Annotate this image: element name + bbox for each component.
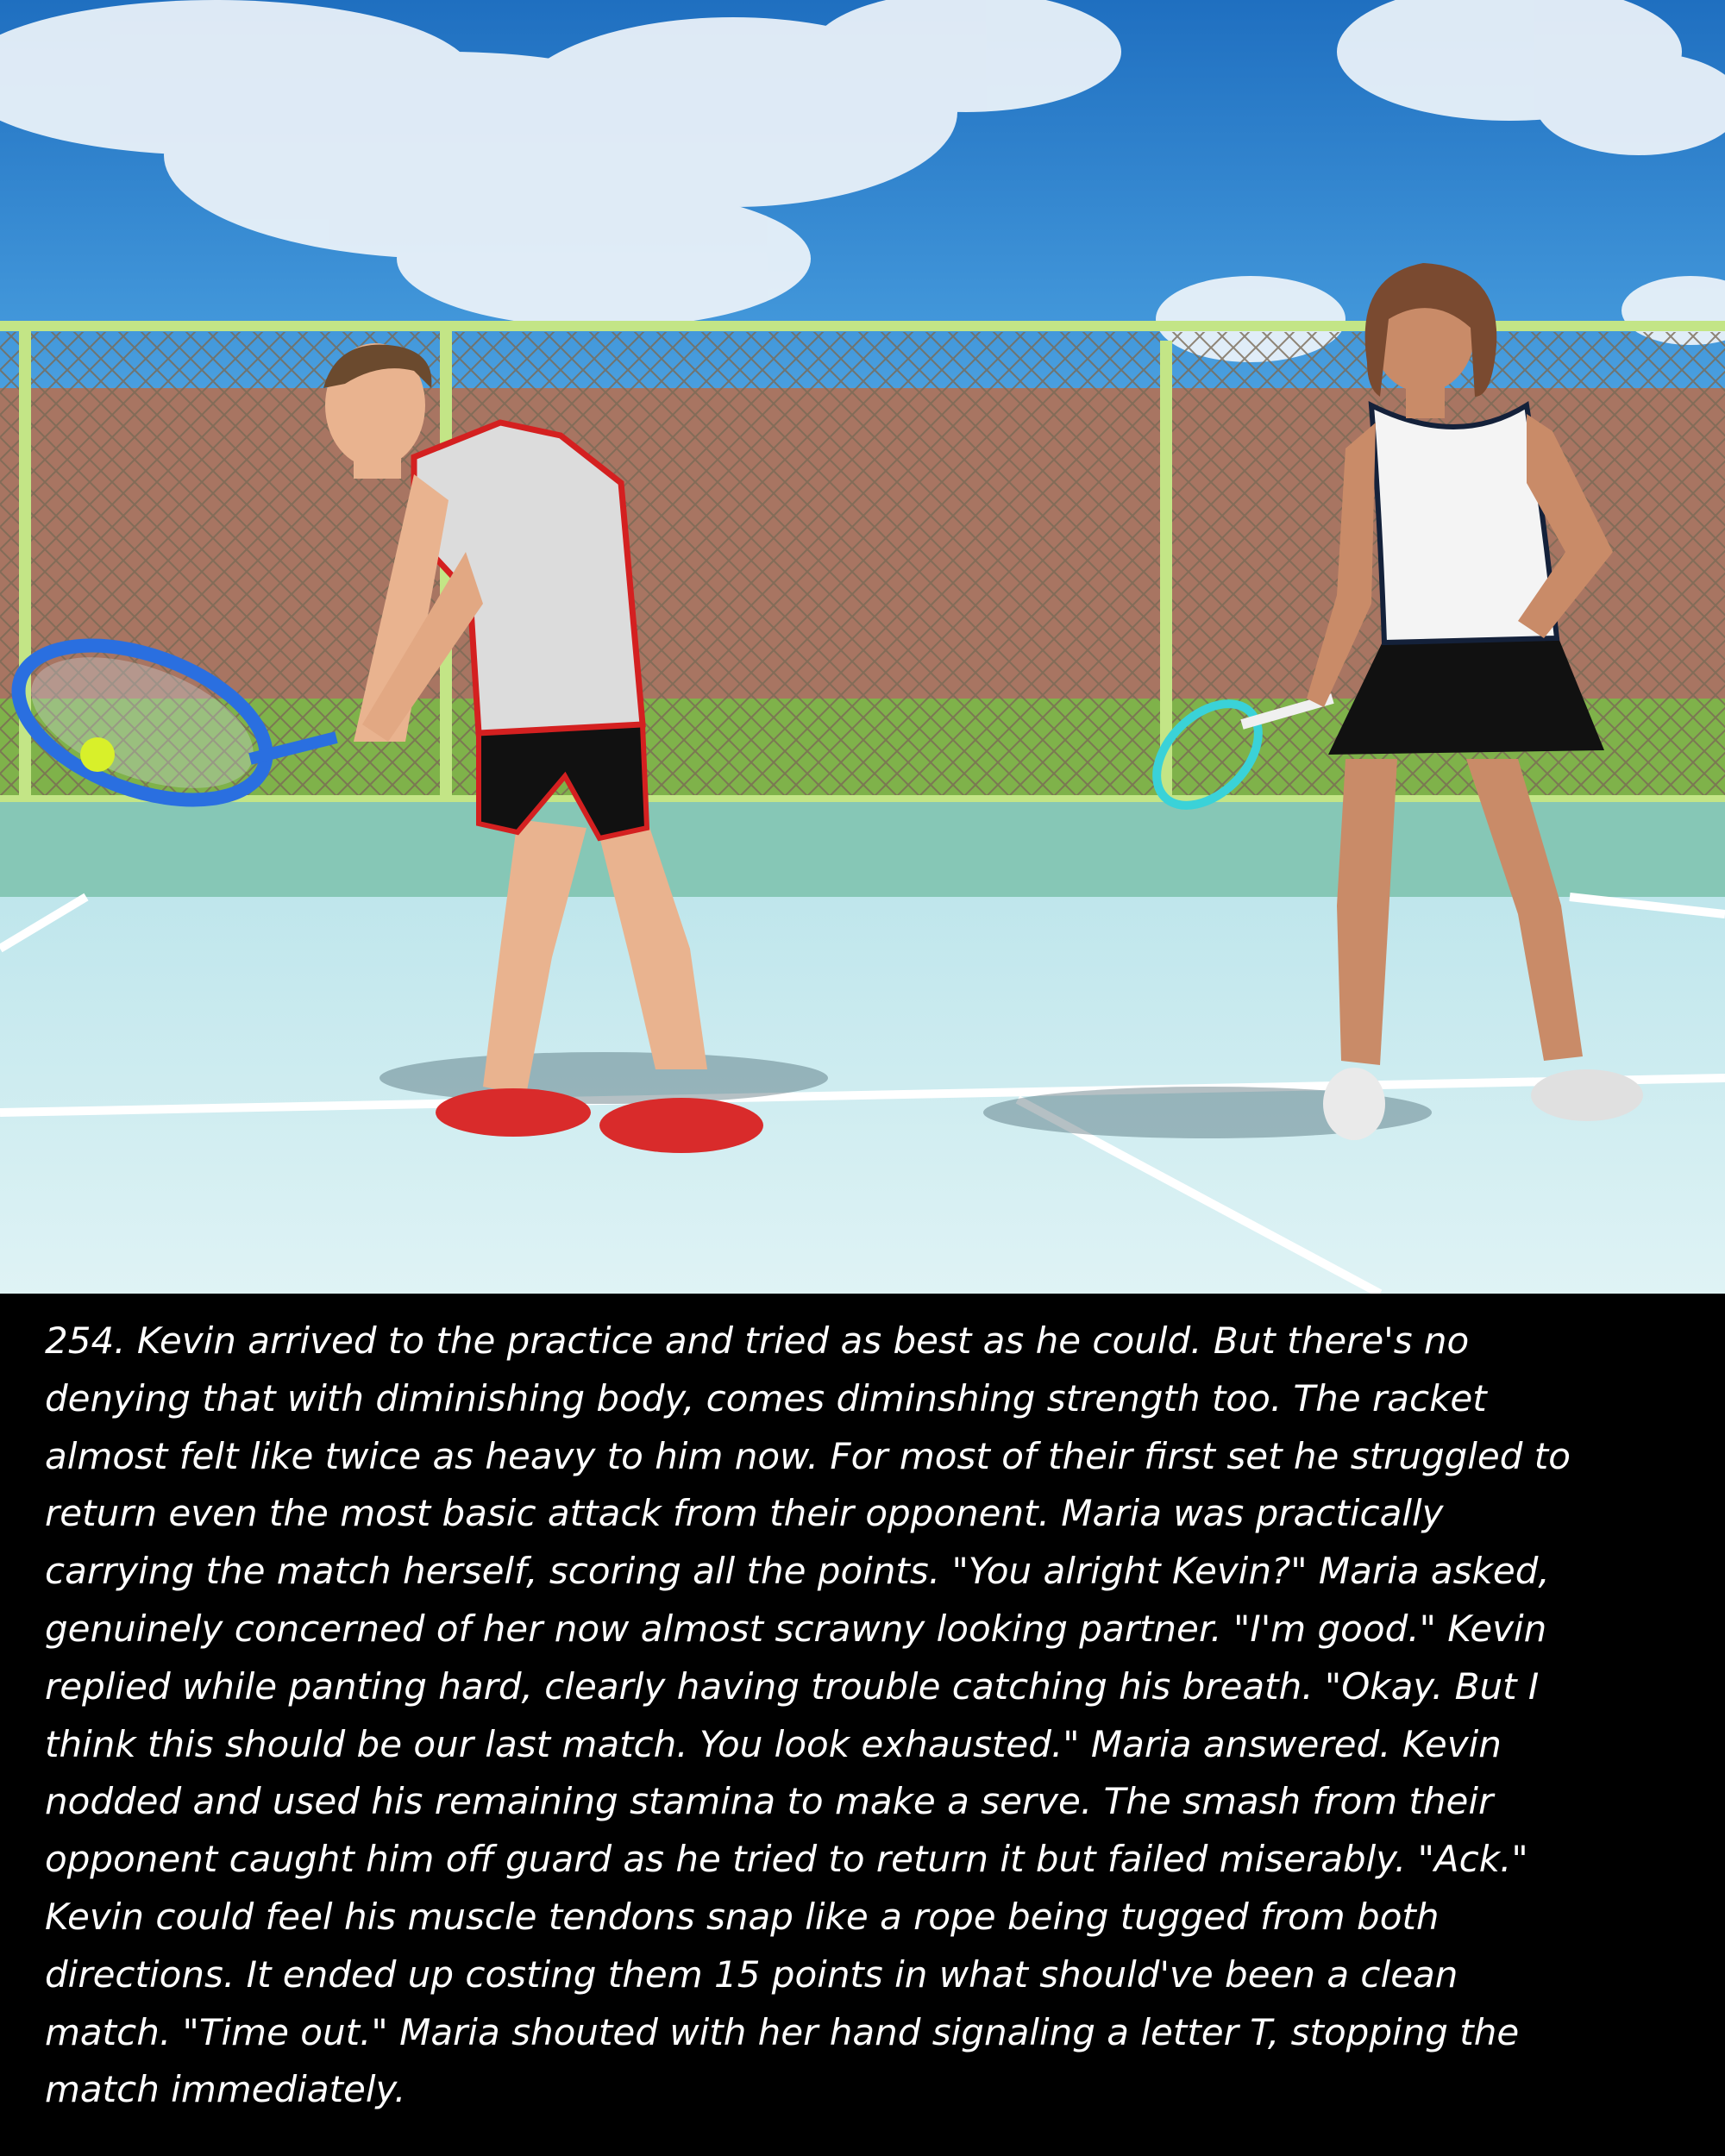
maria-right-shoe xyxy=(1531,1069,1643,1121)
kevin-left-shoe xyxy=(436,1088,591,1137)
caption-text: 254. Kevin arrived to the practice and tried as best as he could. But there's no denying that with diminishing body, comes diminshing strength too. The racket almost felt like twice as heavy to him now. For most of their first set he struggled to return even the most basic attack from their opponent. Maria was practically carrying the match herself, scoring all the points. "You alright Kevin?" Maria asked, genuinely concerned of her now almost scrawny looking partner. "I'm good." Kevin replied while panting hard, clearly having trouble catching his breath. "Okay. But I think this should be our last match. You look exhausted." Maria answered. Kevin nodded and used his remaining stamina to make a serve. The smash from their opponent caught him off guard as he tried to return it but failed miserably. "Ack." Kevin could feel his muscle tendons snap like a rope being tugged from both directions. It ended up costing them 15 points in what should've been a clean match. "Time out." Maria shouted with her hand signaling a letter T, stopping the match immediately. xyxy=(45,1319,1571,2111)
kevin-right-shoe xyxy=(599,1098,763,1153)
court-surround xyxy=(0,802,1725,897)
maria-left-shoe xyxy=(1323,1068,1385,1140)
tennis-ball xyxy=(80,737,115,772)
caption-panel xyxy=(0,1294,1725,2156)
